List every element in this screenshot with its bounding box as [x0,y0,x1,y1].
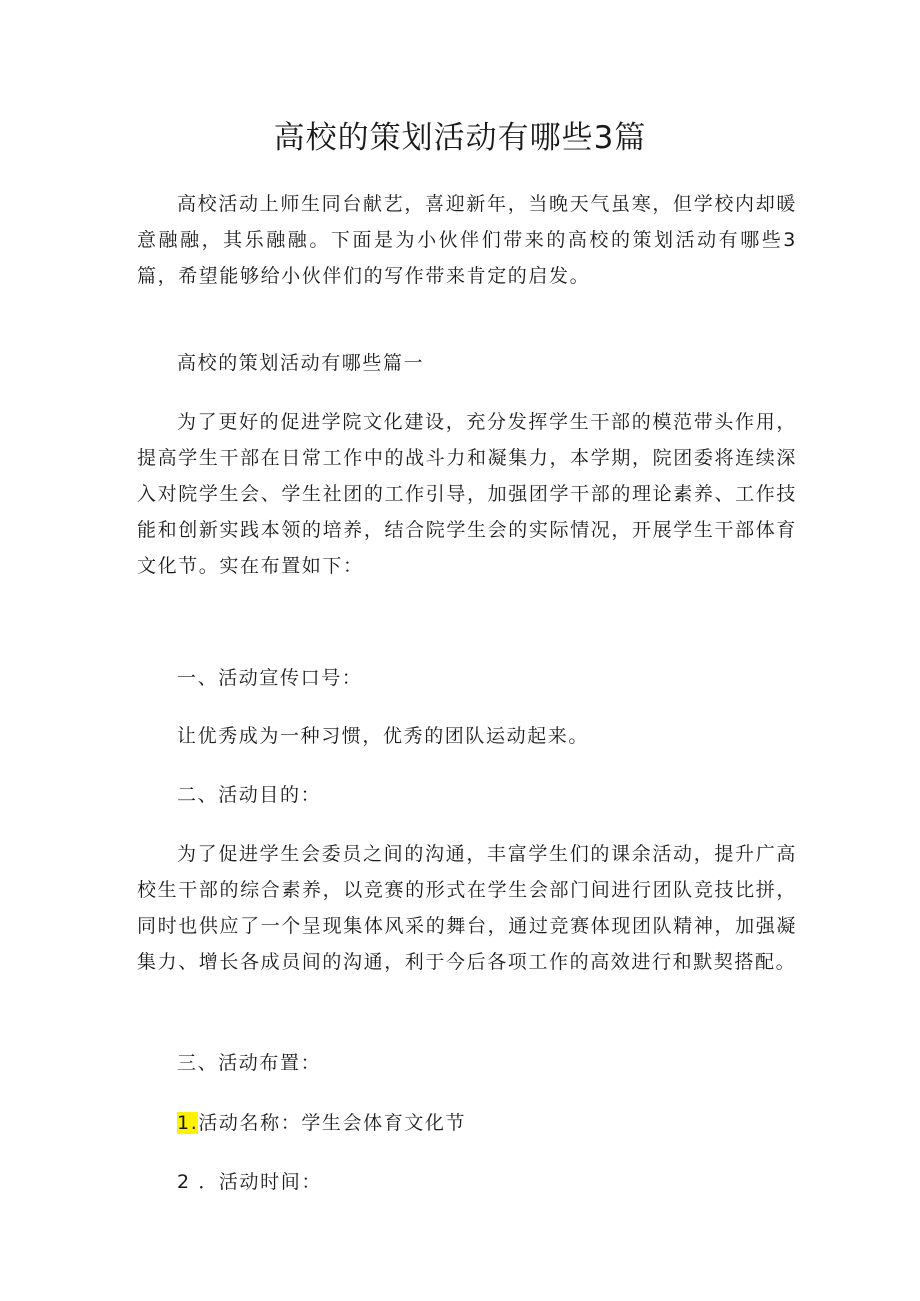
intro-paragraph: 高校活动上师生同台献艺，喜迎新年，当晚天气虽寒，但学校内却暖意融融，其乐融融。下面是为小伙伴们带来的高校的策划活动有哪些3篇，希望能够给小伙伴们的写作带来肯定的启发。 [137,193,797,287]
list-item-2: 2 ．活动时间： [177,1171,322,1193]
list-item-1-text: 活动名称：学生会体育文化节 [198,1112,467,1134]
section-heading-1: 高校的策划活动有哪些篇一 [177,352,425,374]
body-paragraph-1: 为了更好的促进学院文化建设，充分发挥学生干部的模范带头作用，提高学生干部在日常工作中的战斗力和凝集力，本学期，院团委将连续深入对院学生会、学生社团的工作引导，加强团学干部的理论素养、工作技能和创新实践本领的培养，结合院学生会的实际情况，开展学生干部体育文化节。实在布置如下： [137,411,797,577]
highlighted-number: 1. [177,1112,199,1134]
list-item-1 [137,1105,797,1141]
purpose-heading: 二、活动目的： [177,784,322,806]
arrangement-heading: 三、活动布置： [177,1052,322,1074]
document-title: 高校的策划活动有哪些3篇 [273,120,647,156]
slogan-text: 让优秀成为一种习惯，优秀的团队运动起来。 [177,725,590,747]
purpose-paragraph: 为了促进学生会委员之间的沟通，丰富学生们的课余活动，提升广高校生干部的综合素养，以竞赛的形式在学生会部门间进行团队竞技比拼，同时也供应了一个呈现集体风采的舞台，通过竞赛体现团队精神，加强凝集力、增长各成员间的沟通，利于今后各项工作的高效进行和默契搭配。 [137,843,797,973]
slogan-heading: 一、活动宣传口号： [177,667,363,689]
